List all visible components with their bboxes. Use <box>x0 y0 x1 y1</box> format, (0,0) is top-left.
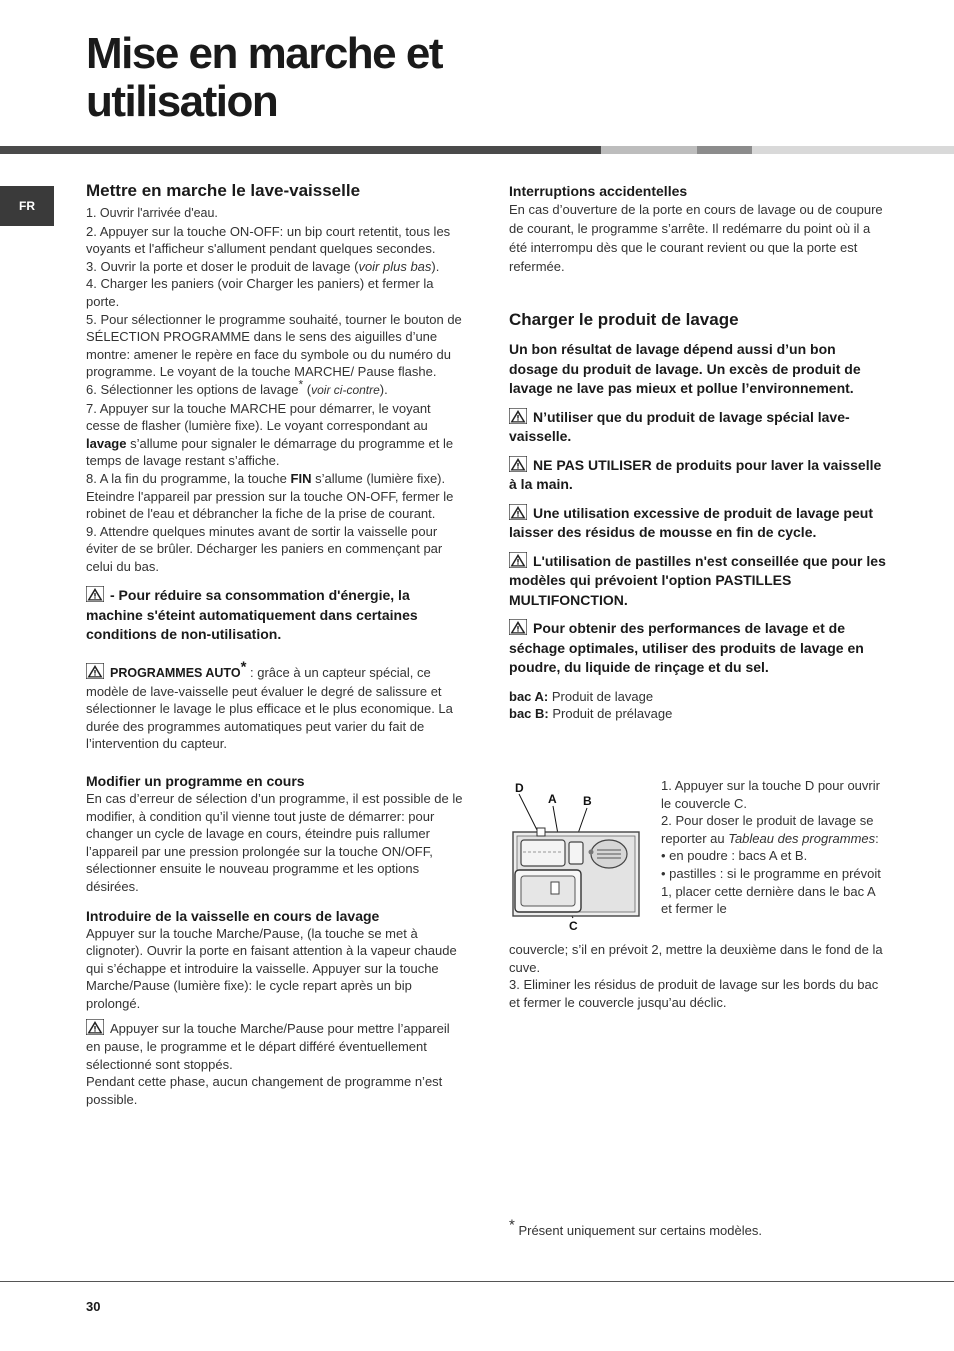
step-3: 3. Ouvrir la porte et doser le produit de lavage (voir plus bas). <box>86 258 440 274</box>
left-column <box>86 180 464 1108</box>
warning-triangle-icon <box>86 1019 104 1035</box>
section-heading-start: Mettre en marche le lave-vaisselle <box>86 181 361 200</box>
instruction-5: 3. Eliminer les résidus de produit de lavage sur les bords du bac et fermer le couvercle jusqu’au déclic. <box>509 977 879 1010</box>
add-dishes-text: Appuyer sur la touche Marche/Pause, (la touche se met à clignoter). Ouvrir la porte en faisant attention à la vapeur chaude qui s’échappe et introduire la vaisselle. Appuyer sur la touche Marche/Pause (lumière fixe): le cycle repart après un bip prolongé. <box>86 925 457 1011</box>
title-line-1: Mise en marche et <box>86 29 442 78</box>
language-tab: FR <box>0 186 54 226</box>
instruction-4-cont: couvercle; s’il en prévoit 2, mettre la deuxième dans le fond de la cuve. <box>509 942 883 975</box>
instruction-1: 1. Appuyer sur la touche D pour ouvrir le couvercle C. <box>661 778 880 811</box>
page-title <box>86 30 442 126</box>
step-5: 5. Pour sélectionner le programme souhaité, tourner le bouton de SÉLECTION PROGRAMME dans le sens des aiguilles d’une montre: amener le repère en face du symbole ou du numéro du programme. Le voyant de la touche MARCHE/ Pause flashe. <box>86 311 462 380</box>
footnote: * Présent uniquement sur certains modèles. <box>509 1216 762 1238</box>
bac-a-line: bac A: Produit de lavage <box>509 688 654 704</box>
step-7: 7. Appuyer sur la touche MARCHE pour démarrer, le voyant cesse de flasher (lumière fixe). Le voyant correspondant au lavage s’allume pour signaler le démarrage du programme et le temps de lavage restant s’affiche. <box>86 400 454 469</box>
warning-item-2: NE PAS UTILISER de produits pour laver la vaisselle à la main. <box>509 456 882 492</box>
header-bar-dark <box>0 146 601 154</box>
modify-program-text: En cas d’erreur de sélection d’un programme, il est possible de le modifier, à condition qu’il vienne tout juste de démarrer: pour changer un cycle de lavage en cours, éteindre puis rallumer l’appareil par une pression prolongée sur la touche ON/OFF, sélectionner ensuite le nouveau programme et les options désirées. <box>86 790 463 894</box>
bac-b-line: bac B: Produit de prélavage <box>509 706 673 722</box>
step-4: 4. Charger les paniers (voir Charger les paniers) et fermer la porte. <box>86 276 434 309</box>
page-number: 30 <box>86 1299 101 1314</box>
add-dishes-heading: Introduire de la vaisselle en cours de lavage <box>86 907 380 924</box>
instruction-2: 2. Pour doser le produit de lavage se reporter au Tableau des programmes: <box>661 813 879 846</box>
warning-triangle-icon <box>86 663 104 679</box>
step-9: 9. Attendre quelques minutes avant de sortir la vaisselle pour éviter de se brûler. Décharger les paniers en commençant par celui du bas. <box>86 523 443 574</box>
step-8: 8. A la fin du programme, la touche FIN s’allume (lumière fixe). Eteindre l'appareil par pression sur la touche ON-OFF, fermer le robinet de l'eau et débrancher la fiche de la prise de courant. <box>86 470 454 522</box>
warning-item-3: Une utilisation excessive de produit de lavage peut laisser des résidus de mousse en fin de cycle. <box>509 504 873 540</box>
footer-divider <box>0 1281 954 1282</box>
warning-item-1: N’utiliser que du produit de lavage spécial lave-vaisselle. <box>509 408 850 444</box>
warning-triangle-icon <box>509 408 527 424</box>
label-d: D <box>515 781 524 795</box>
warning-triangle-icon <box>509 504 527 520</box>
modify-program-heading: Modifier un programme en cours <box>86 772 305 789</box>
right-column <box>509 182 887 723</box>
warning-triangle-icon <box>509 619 527 635</box>
pause-note: Appuyer sur la touche Marche/Pause pour mettre l’appareil en pause, le programme et le départ différé éventuellement sélectionné sont stoppés. <box>86 1021 450 1072</box>
step-2: 2. Appuyer sur la touche ON-OFF: un bip court retentit, tous les voyants et l'afficheur s'allument pendant quelques secondes. <box>86 223 451 257</box>
detergent-intro: Un bon résultat de lavage dépend aussi d’un bon dosage du produit de lavage. Un excès de produit de lavage ne lave pas mieux et pollue l’environnement. <box>509 341 861 396</box>
step-6: 6. Sélectionner les options de lavage* (voir ci-contre). <box>86 377 388 397</box>
title-line-2: utilisation <box>86 77 278 126</box>
step-1: 1. Ouvrir l'arrivée d'eau. <box>86 206 218 220</box>
warning-item-5: Pour obtenir des performances de lavage et de séchage optimales, utiliser des produits de lavage en poudre, du liquide de rinçage et du sel. <box>509 620 864 675</box>
label-c: C <box>569 919 578 933</box>
energy-note: - Pour réduire sa consommation d'énergie, la machine s'éteint automatiquement dans certaines conditions de non-utilisation. <box>86 587 418 643</box>
instruction-3: • en poudre : bacs A et B. <box>661 848 808 864</box>
dispenser-instructions-cont <box>509 941 887 1011</box>
interruptions-text: En cas d’ouverture de la porte en cours de lavage ou de coupure de courant, le programme s’arrête. Il redémarre du point où il a été interrompu dès que le courant revient ou que la porte est refermée. <box>509 202 883 274</box>
auto-programs-note: PROGRAMMES AUTO* : grâce à un capteur spécial, ce modèle de lave-vaisselle peut évaluer le degré de salissure et sélectionner le lavage le plus efficace et le plus economique. La durée des programmes automatiques peut varier du fait de l’intervention du capteur. <box>86 658 453 752</box>
header-bar-pale <box>752 146 954 154</box>
warning-triangle-icon <box>509 552 527 568</box>
dispenser-diagram <box>509 778 649 938</box>
dispenser-instructions <box>661 777 887 918</box>
label-a: A <box>548 792 557 806</box>
detergent-heading: Charger le produit de lavage <box>509 310 739 329</box>
pause-note-2: Pendant cette phase, aucun changement de programme n’est possible. <box>86 1074 443 1107</box>
label-b: B <box>583 794 592 808</box>
header-bar-light <box>601 146 697 154</box>
header-bar-mid <box>697 146 752 154</box>
instruction-4: • pastilles : si le programme en prévoit 1, placer cette dernière dans le bac A et fermer le <box>661 865 881 917</box>
warning-triangle-icon <box>86 586 104 602</box>
interruptions-heading: Interruptions accidentelles <box>509 183 688 199</box>
warning-item-4: L'utilisation de pastilles n'est conseillée que pour les modèles qui prévoient l'option PASTILLES MULTIFONCTION. <box>509 552 886 608</box>
warning-triangle-icon <box>509 456 527 472</box>
